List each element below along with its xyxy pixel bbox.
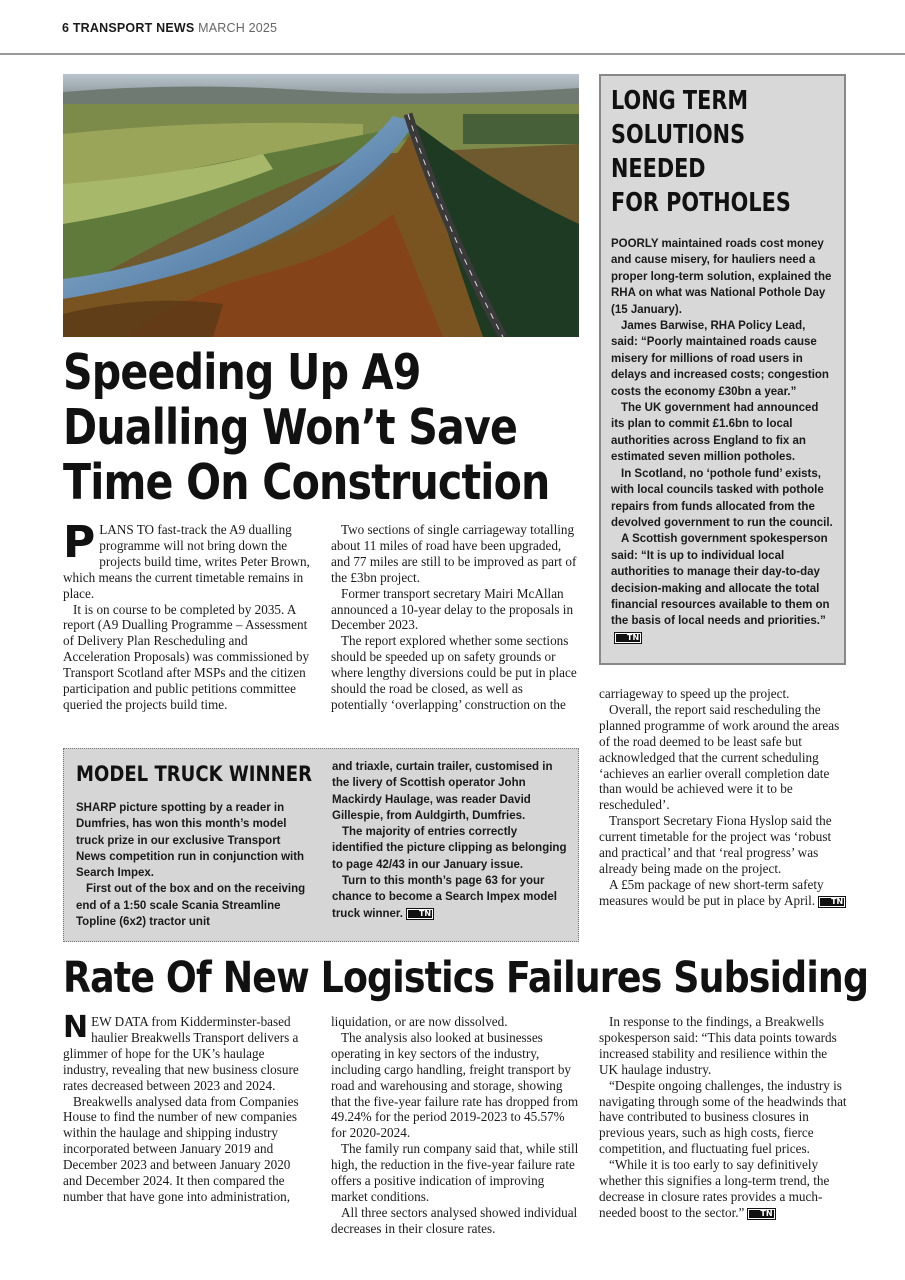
issue-date: MARCH 2025 (198, 21, 278, 35)
article-paragraph: liquidation, or are now dissolved. (331, 1014, 508, 1029)
article-paragraph: A £5m package of new short-term safety measures would be put in place by April. TN (599, 877, 849, 909)
article-headline-2: Rate Of New Logistics Failures Subsiding (63, 953, 869, 1003)
sidebar-paragraph: The UK government had announced its plan to commit £1.6bn to local authorities across England to fix an estimated seven million potholes. (611, 402, 819, 464)
article-paragraph: “Despite ongoing challenges, the industry is navigating through some of the headwinds that have contributed to business closures in previous years, such as high costs, fierce competition, and fluctuating fuel prices. (599, 1077, 847, 1157)
drop-cap: P (63, 517, 96, 568)
article-paragraph: It is on course to be completed by 2035. A report (A9 Dualling Programme – Assessment of Delivery Plan Rescheduling and Acceleration Proposals) was commissioned by Transport Scotland after MSPs and the citizen participation and public petitions committee queried the projects build time. (63, 601, 310, 712)
end-mark-icon: TN (406, 908, 434, 920)
sidebar-paragraph: A Scottish government spokesperson said: “It is up to individual local authorities to manage their day-to-day decision-making and allocate the total financial resources available to them on the basis of local needs and priorities.”TN (611, 533, 830, 642)
headline-line: Speeding Up A9 (63, 344, 421, 401)
winner-name: David Gillespie (332, 793, 531, 822)
page-number: 6 (62, 21, 70, 35)
article2-column-2 (331, 1014, 579, 1237)
photo-illustration (63, 74, 579, 337)
publication-name: TRANSPORT NEWS (72, 21, 195, 35)
article2-column-3 (599, 1014, 849, 1221)
article-paragraph: In response to the findings, a Breakwells spokesperson said: “This data points towards increased stability and resilience within the UK haulage industry. (599, 1014, 837, 1077)
winner-paragraph: SHARP picture spotting by a reader in Dumfries, has won this month’s model truck prize in our exclusive Transport News competition run in conjunction with Search Impex. (76, 802, 305, 880)
end-mark-icon: TN (614, 632, 642, 644)
pothole-sidebar (599, 74, 846, 665)
article-paragraph: NEW DATA from Kidderminster-based haulier Breakwells Transport delivers a glimmer of hope for the UK’s haulage industry, revealing that new business closure rates decreased between 2023 and 2024. (63, 1010, 299, 1093)
article-paragraph: “While it is too early to say definitively whether this signifies a long-term trend, the decrease in closure rates provides a much-needed boost to the sector.” TN (599, 1157, 830, 1220)
winner-column-2 (332, 759, 570, 922)
article-paragraph: The family run company said that, while still high, the reduction in the five-year failure rate offers a positive indication of improving market conditions. (331, 1141, 579, 1204)
end-mark-icon: TN (747, 1208, 775, 1220)
headline-line: Dualling Won’t Save (63, 399, 518, 456)
aerial-landscape-photo (63, 74, 579, 337)
article-paragraph: carriageway to speed up the project. (599, 686, 790, 701)
article-paragraph: All three sectors analysed showed individual decreases in their closure rates. (331, 1204, 578, 1236)
article2-column-1 (63, 1010, 310, 1205)
article-paragraph: Overall, the report said rescheduling the planned programme of work around the areas of the road deemed to be least safe but acknowledged that the current scheduling ‘achieves an earlier overall completion date than would be achieved were it to be rescheduled’. (599, 701, 840, 813)
article-paragraph: PLANS TO fast-track the A9 dualling programme will not bring down the projects build time, writes Peter Brown, which means the current timetable remains in place. (63, 517, 310, 601)
model-truck-winner-box (63, 748, 579, 942)
article-paragraph: Two sections of single carriageway totalling about 11 miles of road have been upgraded, and 77 miles are still to be improved as part of the £3bn project. (331, 522, 577, 585)
sidebar-paragraph: POORLY maintained roads cost money and cause misery, for hauliers need a proper long-term solution, explained the RHA on what was National Pothole Day (15 January). (611, 238, 832, 316)
article-paragraph: The report explored whether some sections should be speeded up on safety grounds or where lengthy diversions could be put in place should the road be closed, as well as potentially ‘overlapping’ construction on the (331, 633, 577, 712)
article-column-2 (331, 522, 579, 713)
article-paragraph: Former transport secretary Mairi McAllan announced a 10-year delay to the proposals in December 2023. (331, 585, 574, 633)
sidebar-title: LONG TERM SOLUTIONS NEEDED FOR POTHOLES (611, 86, 791, 218)
sidebar-body (611, 236, 834, 646)
article-paragraph: Transport Secretary Fiona Hyslop said the current timetable for the project was ‘robust and practical’ and that ‘real progress’ was already being made on the project. (599, 813, 832, 876)
article-column-1 (63, 517, 311, 713)
winner-title: MODEL TRUCK WINNER (76, 762, 312, 786)
page-header (62, 21, 277, 35)
winner-paragraph: First out of the box and on the receiving end of a 1:50 scale Scania Streamline Topline (6x2) tractor unit (76, 883, 306, 929)
winner-paragraph: Turn to this month’s page 63 for your chance to become a Search Impex model truck winner. TN (332, 875, 557, 920)
sidebar-paragraph: In Scotland, no ‘pothole fund’ exists, with local councils tasked with pothole repairs from funds allocated from the devolved government to run the council. (611, 467, 833, 529)
article-headline (63, 345, 549, 510)
winner-column-1 (76, 800, 312, 930)
header-divider (0, 53, 905, 55)
article-paragraph: Breakwells analysed data from Companies House to find the number of new companies within the haulage and shipping industry incorporated between January 2019 and December 2023 and between January 2020 and December 2024. It then compared the number that have gone into administration, (63, 1093, 299, 1204)
sidebar-paragraph: James Barwise, RHA Policy Lead, said: “Poorly maintained roads cause misery for millions of road users in delays and increased costs; congestion costs the economy £30bn a year.” (611, 320, 829, 398)
drop-cap: N (63, 1010, 89, 1045)
article-paragraph: The analysis also looked at businesses operating in key sectors of the industry, including cargo handling, freight transport by road and warehousing and storage, showing that the five-year failure rate has dropped from 49.24% for the period 2019-2023 to 45.57% for 2020-2024. (331, 1029, 579, 1141)
winner-paragraph: and triaxle, curtain trailer, customised in the livery of Scottish operator John Mackirdy Haulage, was reader David Gillespie, from Auldgirth, Dumfries. (332, 761, 553, 822)
headline-line: Time On Construction (63, 454, 550, 511)
winner-paragraph: The majority of entries correctly identified the picture clipping as belonging to page 42/43 in our January issue. (332, 826, 567, 871)
article-column-3 (599, 686, 849, 909)
end-mark-icon: TN (818, 896, 846, 908)
